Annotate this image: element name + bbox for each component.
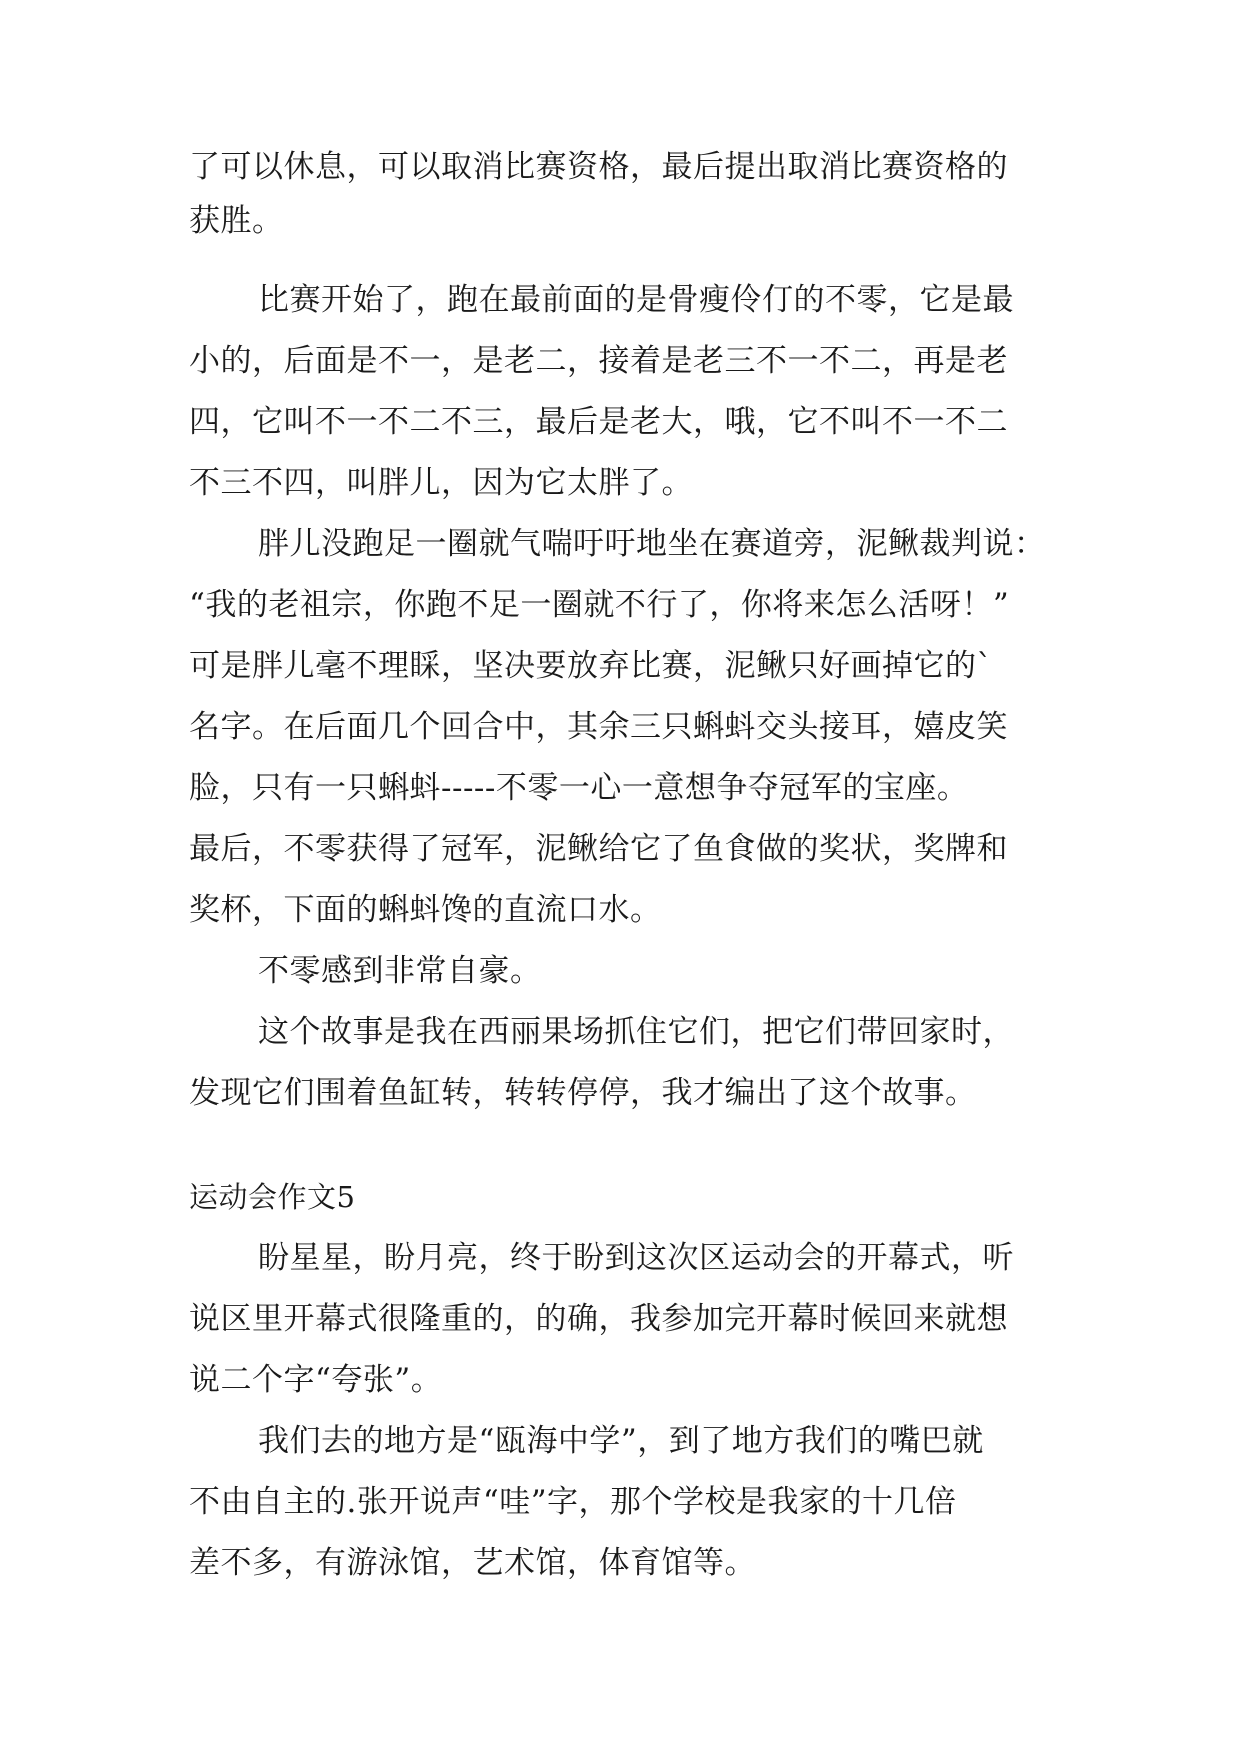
text-line: 说二个字“夸张”。: [189, 1362, 443, 1398]
text-line: 奖杯，下面的蝌蚪馋的直流口水。: [189, 892, 662, 928]
paragraph-first-line: 不零感到非常自豪。: [258, 953, 542, 989]
text-line: 四，它叫不一不二不三，最后是老大，哦，它不叫不一不二: [189, 404, 1008, 440]
paragraph-first-line: 盼星星，盼月亮，终于盼到这次区运动会的开幕式，听: [258, 1240, 1014, 1276]
text-line: 脸，只有一只蝌蚪-----不零一心一意想争夺冠军的宝座。: [189, 770, 969, 806]
text-line: 差不多，有游泳馆，艺术馆，体育馆等。: [189, 1545, 756, 1581]
text-line: 小的，后面是不一，是老二，接着是老三不一不二，再是老: [189, 343, 1008, 379]
text-line: 获胜。: [189, 203, 284, 239]
paragraph-first-line: 比赛开始了，跑在最前面的是骨瘦伶仃的不零，它是最: [258, 282, 1014, 318]
text-line: 不三不四，叫胖儿，因为它太胖了。: [189, 465, 693, 501]
paragraph-first-line: 这个故事是我在西丽果场抓住它们，把它们带回家时，: [258, 1014, 1014, 1050]
text-line: 可是胖儿毫不理睬，坚决要放弃比赛，泥鳅只好画掉它的`: [189, 648, 993, 684]
text-line: 发现它们围着鱼缸转，转转停停，我才编出了这个故事。: [189, 1075, 977, 1111]
paragraph-first-line: 胖儿没跑足一圈就气喘吁吁地坐在赛道旁，泥鳅裁判说：: [258, 526, 1046, 562]
section-heading: 运动会作文5: [189, 1180, 356, 1214]
paragraph-first-line: 我们去的地方是“瓯海中学”，到了地方我们的嘴巴就: [258, 1423, 984, 1459]
text-line: 了可以休息，可以取消比赛资格，最后提出取消比赛资格的: [189, 149, 1008, 185]
text-line: 最后，不零获得了冠军，泥鳅给它了鱼食做的奖状，奖牌和: [189, 831, 1008, 867]
text-line: 名字。在后面几个回合中，其余三只蝌蚪交头接耳，嬉皮笑: [189, 709, 1008, 745]
text-line: 说区里开幕式很隆重的，的确，我参加完开幕时候回来就想: [189, 1301, 1008, 1337]
text-line: 不由自主的.张开说声“哇”字，那个学校是我家的十几倍: [189, 1484, 957, 1520]
text-line: “我的老祖宗，你跑不足一圈就不行了，你将来怎么活呀！”: [189, 587, 1010, 623]
